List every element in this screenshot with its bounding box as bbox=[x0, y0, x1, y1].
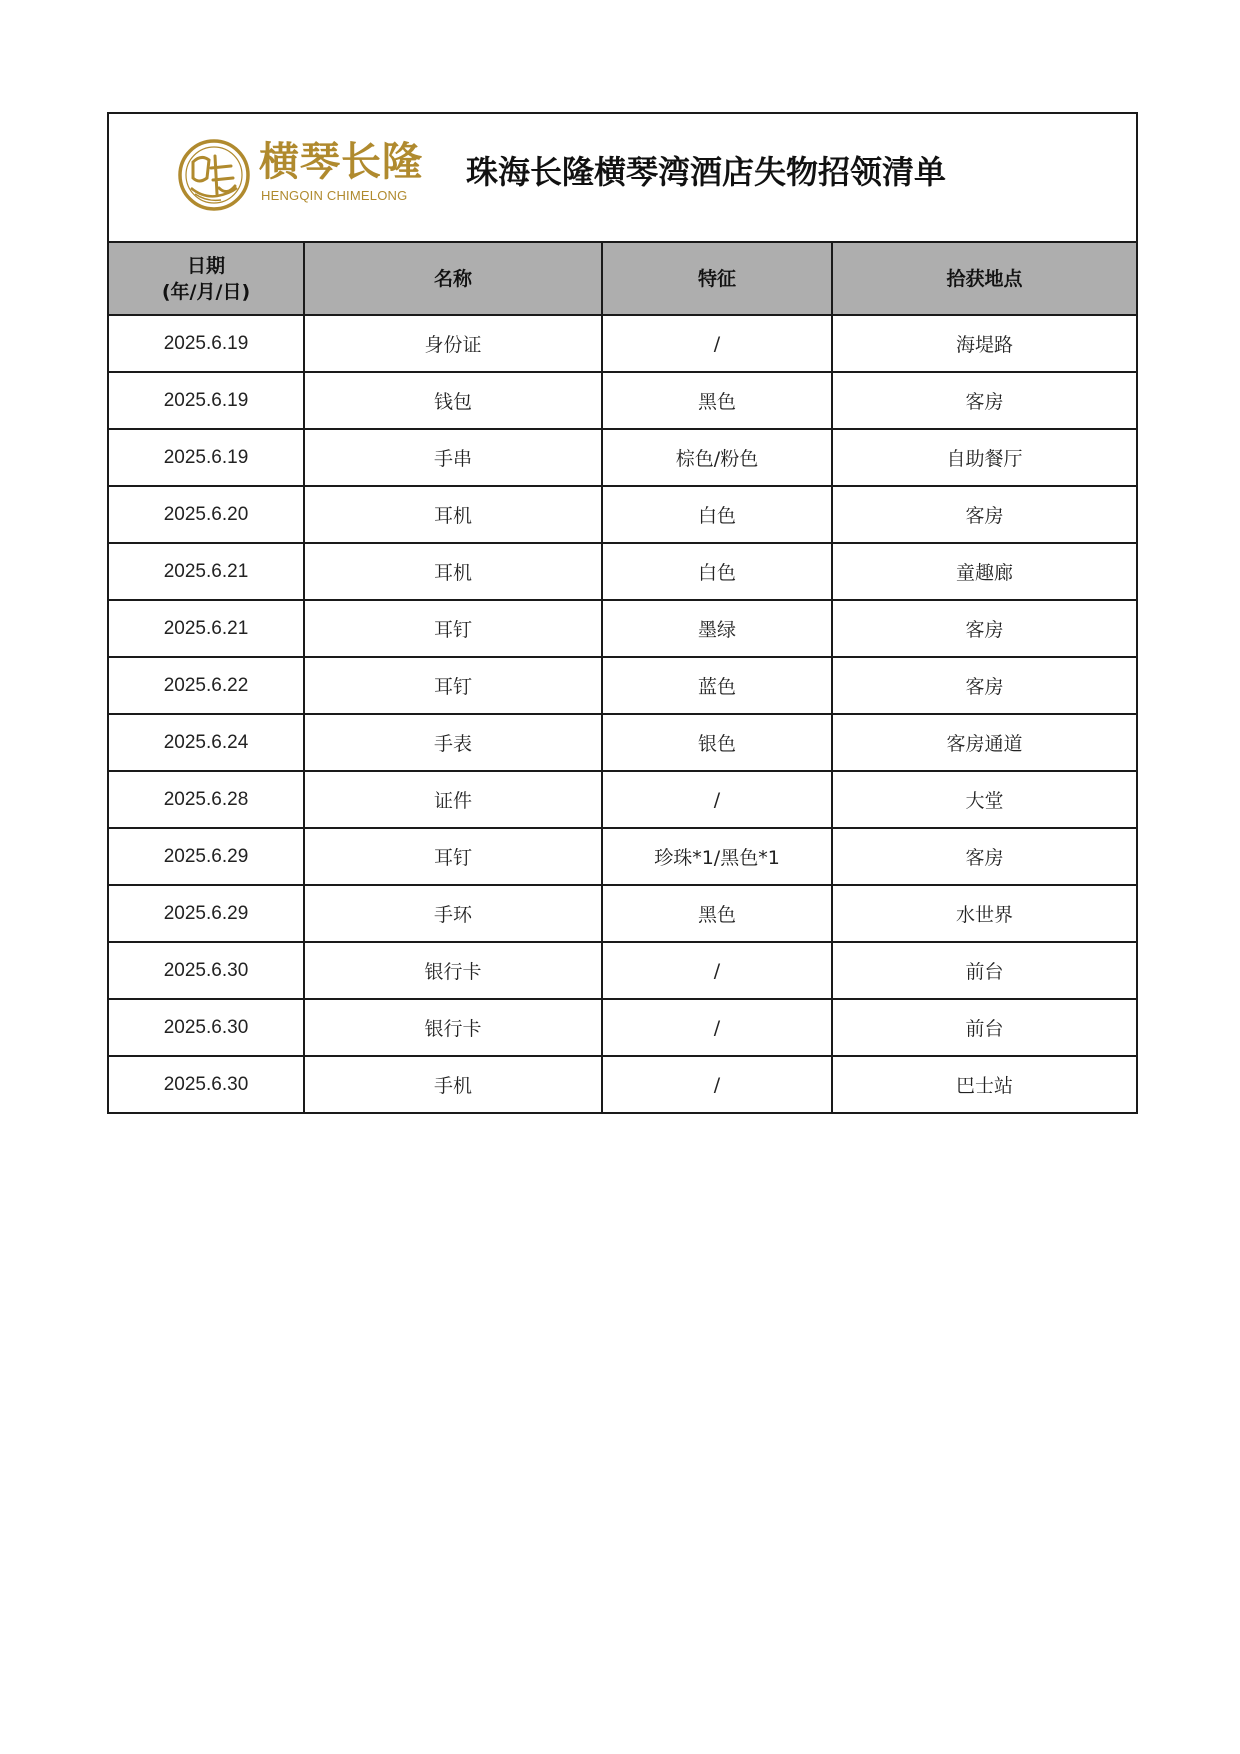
table-row bbox=[108, 486, 1137, 543]
cell-location: 大堂 bbox=[832, 771, 1137, 828]
cell-location: 水世界 bbox=[832, 885, 1137, 942]
cell-item-name: 银行卡 bbox=[304, 999, 602, 1056]
cell-feature: 棕色/粉色 bbox=[602, 429, 832, 486]
table-row bbox=[108, 999, 1137, 1056]
document-title: 珠海长隆横琴湾酒店失物招领清单 bbox=[466, 153, 947, 191]
header-date-line2: (年/月/日) bbox=[161, 280, 251, 303]
cell-item-name: 证件 bbox=[304, 771, 602, 828]
logo-english-text: HENGQIN CHIMELONG bbox=[261, 188, 408, 203]
table-row bbox=[108, 771, 1137, 828]
cell-date: 2025.6.19 bbox=[108, 372, 304, 429]
header-feature: 特征 bbox=[602, 242, 832, 315]
cell-location: 客房 bbox=[832, 600, 1137, 657]
cell-date: 2025.6.21 bbox=[108, 543, 304, 600]
cell-location: 客房通道 bbox=[832, 714, 1137, 771]
cell-item-name: 银行卡 bbox=[304, 942, 602, 999]
cell-feature: / bbox=[602, 942, 832, 999]
cell-feature: 白色 bbox=[602, 486, 832, 543]
cell-item-name: 耳钉 bbox=[304, 828, 602, 885]
cell-feature: 蓝色 bbox=[602, 657, 832, 714]
cell-date: 2025.6.30 bbox=[108, 1056, 304, 1113]
table-row bbox=[108, 714, 1137, 771]
cell-date: 2025.6.22 bbox=[108, 657, 304, 714]
cell-date: 2025.6.19 bbox=[108, 429, 304, 486]
cell-feature: 黑色 bbox=[602, 372, 832, 429]
title-row bbox=[108, 113, 1137, 242]
cell-location: 自助餐厅 bbox=[832, 429, 1137, 486]
hengqin-chimelong-logo bbox=[177, 136, 427, 216]
lost-and-found-table bbox=[107, 112, 1138, 1114]
cell-location: 客房 bbox=[832, 657, 1137, 714]
table-row bbox=[108, 828, 1137, 885]
table-row bbox=[108, 885, 1137, 942]
cell-date: 2025.6.30 bbox=[108, 942, 304, 999]
cell-feature: 银色 bbox=[602, 714, 832, 771]
cell-feature: / bbox=[602, 771, 832, 828]
header-name: 名称 bbox=[304, 242, 602, 315]
table-row bbox=[108, 315, 1137, 372]
table-row bbox=[108, 429, 1137, 486]
table-row bbox=[108, 600, 1137, 657]
cell-feature: / bbox=[602, 1056, 832, 1113]
cell-item-name: 耳钉 bbox=[304, 600, 602, 657]
cell-location: 童趣廊 bbox=[832, 543, 1137, 600]
cell-item-name: 身份证 bbox=[304, 315, 602, 372]
header-date bbox=[108, 242, 304, 315]
cell-feature: 黑色 bbox=[602, 885, 832, 942]
cell-feature: / bbox=[602, 999, 832, 1056]
cell-location: 前台 bbox=[832, 999, 1137, 1056]
cell-feature: / bbox=[602, 315, 832, 372]
table-row bbox=[108, 543, 1137, 600]
cell-date: 2025.6.30 bbox=[108, 999, 304, 1056]
cell-item-name: 耳机 bbox=[304, 486, 602, 543]
cell-location: 客房 bbox=[832, 828, 1137, 885]
title-cell bbox=[108, 113, 1137, 242]
cell-item-name: 耳钉 bbox=[304, 657, 602, 714]
cell-date: 2025.6.24 bbox=[108, 714, 304, 771]
header-location: 拾获地点 bbox=[832, 242, 1137, 315]
cell-feature: 白色 bbox=[602, 543, 832, 600]
table-row bbox=[108, 1056, 1137, 1113]
table-row bbox=[108, 657, 1137, 714]
cell-location: 客房 bbox=[832, 372, 1137, 429]
table-header-row bbox=[108, 242, 1137, 315]
cell-item-name: 手串 bbox=[304, 429, 602, 486]
cell-date: 2025.6.29 bbox=[108, 828, 304, 885]
cell-feature: 墨绿 bbox=[602, 600, 832, 657]
cell-item-name: 手环 bbox=[304, 885, 602, 942]
cell-item-name: 钱包 bbox=[304, 372, 602, 429]
chimelong-seal-icon bbox=[177, 138, 251, 212]
cell-date: 2025.6.21 bbox=[108, 600, 304, 657]
cell-item-name: 手表 bbox=[304, 714, 602, 771]
cell-item-name: 耳机 bbox=[304, 543, 602, 600]
cell-feature: 珍珠*1/黑色*1 bbox=[602, 828, 832, 885]
table-row bbox=[108, 942, 1137, 999]
cell-location: 巴士站 bbox=[832, 1056, 1137, 1113]
cell-item-name: 手机 bbox=[304, 1056, 602, 1113]
cell-date: 2025.6.29 bbox=[108, 885, 304, 942]
cell-location: 前台 bbox=[832, 942, 1137, 999]
table-row bbox=[108, 372, 1137, 429]
cell-location: 客房 bbox=[832, 486, 1137, 543]
cell-date: 2025.6.20 bbox=[108, 486, 304, 543]
cell-date: 2025.6.19 bbox=[108, 315, 304, 372]
logo-chinese-text: 横琴长隆 bbox=[259, 138, 423, 185]
header-date-line1: 日期 bbox=[186, 254, 225, 277]
cell-date: 2025.6.28 bbox=[108, 771, 304, 828]
cell-location: 海堤路 bbox=[832, 315, 1137, 372]
